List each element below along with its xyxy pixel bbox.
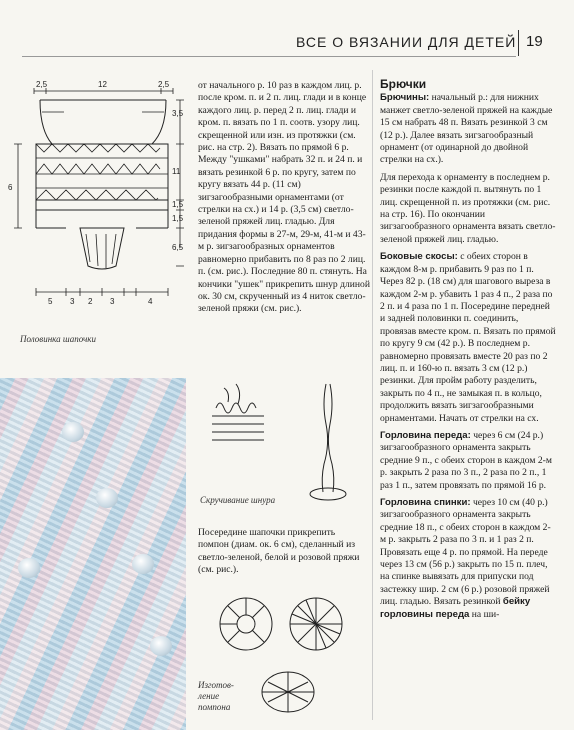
dim-bottom-4: 3 (110, 297, 115, 306)
legs-paragraph-2: Для перехода к орнаменту в последнем р. резинки после каждой п. вытянуть по 1 лиц. скрещенной п. из протяжки (см. рис. на стр. 16). По окончании зигзагообразного орнамента вязать светло-зеленой пряжей лиц. гладью. (380, 171, 556, 245)
back-neck-paragraph (380, 497, 556, 621)
header-divider (518, 30, 519, 56)
back-neck-end: на ши- (469, 608, 500, 620)
caption-hat-half: Половинка шапочки (20, 334, 96, 344)
legs-paragraph (380, 92, 556, 166)
front-neck-text: через 6 см (24 р.) зигзагообразного орнамента закрыть средние 9 п., с обеих сторон в каждом 2-м р. закрыть 2 раза по 3 п., 2 раза по 2 п., 1 раз 1 п., затем провязать по прямой 16 р. (380, 429, 552, 491)
hat-schematic (6, 78, 192, 308)
dim-right-2: 11 (172, 167, 181, 176)
front-neck-label: Горловина переда: (380, 429, 471, 441)
button-image (96, 488, 118, 508)
dim-top-left: 2,5 (36, 80, 48, 89)
button-image (62, 422, 84, 442)
page-number: 19 (526, 33, 543, 50)
pompom-illustration (212, 590, 362, 720)
back-neck-text: через 10 см (40 р.) зигзагообразного орнамента закрыть средние 18 п., с обеих сторон в каждом 2-м р. закрыть 2 раза по 3 п. и 1 раз 2 п. Провязать еще 4 р. по прямой. На переде через 13 см (56 р.) закрыть по 15 п. плеч, на спинке вывязать для припуски под застежку шир. 2 см (6 р.) розовой пряжей лиц. гладью. Вязать резинкой (380, 497, 551, 608)
neck-binding-label: бейку горловины переда (380, 596, 531, 620)
dim-right-5: 6,5 (172, 243, 184, 252)
middle-column (198, 80, 370, 321)
caption-pompom-line2: ление (198, 691, 220, 701)
pompom-instructions: Посередине шапочки прикрепить помпон (диам. ок. 6 см), сделанный из светло-зеленой, белой и розовой пряжи (см. рис.). (198, 527, 360, 576)
dim-right-4: 1,5 (172, 214, 184, 223)
dim-left: 6 (8, 183, 13, 192)
dim-top-right: 2,5 (158, 80, 170, 89)
column-divider (372, 70, 373, 720)
button-image (150, 636, 172, 656)
dim-bottom-5: 4 (148, 297, 153, 306)
dim-top-center: 12 (98, 80, 107, 89)
button-image (18, 558, 40, 578)
side-text: с обеих сторон в каждом 8-м р. прибавить 9 раз по 1 п. Через 82 р. (18 см) для шагового выреза в каждом 2-м р. убавить 1 раз 4 п., 2 раза по 2 п. и 4 раза по 1 п. Посередине передней и задней половинки п. соединить, провязав вместе кром. п. Вязать по прямой по кругу 9 см (42 р.). В последнем р. равномерно провязать вместе 20 раз по 2 лиц. п. и 160-ю п. вязать 3 см (12 р.) резинки. Для пройм работу разделить, закрыть по 4 п., не замыкая п. в кольцо, продолжить вязать зигзагообразными орнаментами. Начать от стрелки на сх. (380, 251, 556, 424)
hat-instructions: от начального р. 10 раз в каждом лиц. р. после кром. п. и 2 п. лиц. глади и в конце каждого лиц. р. перед 2 п. лиц. глади и кром. п. вязать по 1 п. соотв. узору лиц. скрещенной или изн. из протяжки (см. рис. на стр. 2). Вязать по прямой 6 р. Между "ушками" набрать 32 п. и 24 п. и вязать резинкой 6 р. по кругу, затем по кругу вязать 44 р. (11 см) зигзагообразными орнаментами (от стрелки на сх.) и 14 р. (3,5 см) светло-зеленой пряжей лиц. гладью. Для придания формы в 27-м, 29-м, 41-м и 43-м р. зигзагообразных орнаментов равномерно прибавить по 8 раз по 2 лиц. п. (см. рис.). Последние 80 п. стянуть. На кончики "ушек" прикрепить шнур длиной ок. 30 см, скрученный из 4 ниток светло-зеленой пряжи (см. рис.). (198, 80, 370, 315)
section-title: ВСЕ О ВЯЗАНИИ ДЛЯ ДЕТЕЙ (296, 34, 517, 50)
side-label: Боковые скосы: (380, 251, 458, 263)
caption-pompom-line1: Изготов- (198, 680, 234, 690)
caption-cord: Скручивание шнура (200, 495, 276, 505)
header-rule (22, 56, 516, 57)
dim-bottom-3: 2 (88, 297, 93, 306)
cord-illustration (204, 378, 368, 504)
caption-pompom-line3: помпона (198, 702, 231, 712)
knit-photo (0, 378, 186, 730)
dim-bottom-1: 5 (48, 297, 53, 306)
section-heading: Брючки (380, 77, 427, 91)
dim-bottom-2: 3 (70, 297, 75, 306)
dim-right-1: 3,5 (172, 109, 184, 118)
page-header (0, 0, 574, 62)
legs-label: Брючины: (380, 92, 430, 104)
button-image (132, 554, 154, 574)
dim-right-3: 1,5 (172, 200, 184, 209)
middle-column-2 (198, 527, 360, 582)
knit-texture (0, 378, 186, 730)
legs-text: начальный р.: для нижних манжет светло-зеленой пряжей на каждые 15 см набрать 48 п. Вязать резинкой 3 см (12 р.). Далее вязать зигзагообразный орнамент (от одинарной до двойной стрелки на сх.). (380, 92, 553, 166)
right-column (380, 78, 556, 626)
back-neck-label: Горловина спинки: (380, 497, 471, 508)
caption-pompom (198, 680, 234, 713)
front-neck-paragraph (380, 430, 556, 492)
side-paragraph (380, 251, 556, 425)
